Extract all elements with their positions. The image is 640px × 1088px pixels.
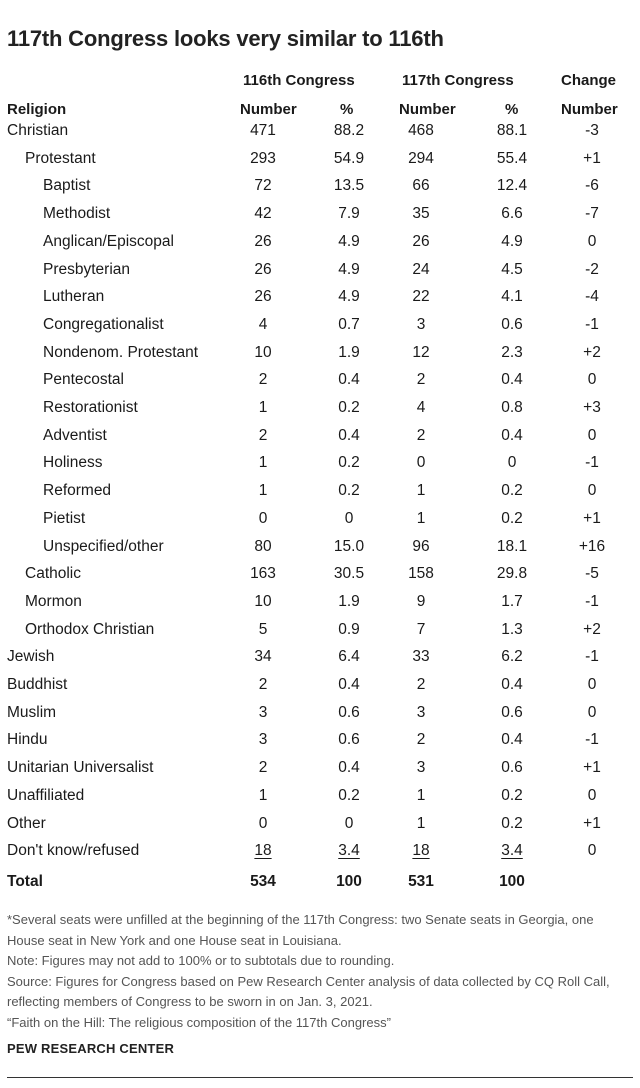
table-row <box>0 815 640 843</box>
row-label: Restorationist <box>43 399 138 416</box>
cell-pct-117: 0.6 <box>501 703 523 721</box>
cell-pct-117: 18.1 <box>496 537 528 555</box>
cell-pct-116: 0 <box>344 509 354 527</box>
cell-pct-116: 0.2 <box>338 399 360 416</box>
cell-pct-116: 100 <box>336 872 362 890</box>
cell-number-117: 35 <box>412 205 430 223</box>
cell-number-116: 26 <box>254 232 272 250</box>
cell-number-117: 22 <box>412 288 430 306</box>
cell-number-117: 2 <box>416 676 426 693</box>
table-row <box>0 510 640 538</box>
cell-pct-116: 7.9 <box>338 205 360 223</box>
cell-pct-116: 0.4 <box>338 371 360 389</box>
row-label: Unspecified/other <box>43 537 164 555</box>
cell-number-117: 3 <box>416 759 426 777</box>
cell-number-117: 1 <box>416 814 426 832</box>
cell-pct-116: 15.0 <box>333 537 365 555</box>
cell-change: -5 <box>585 565 599 583</box>
column-header-number-117: Number <box>399 101 456 118</box>
cell-pct-116: 0.9 <box>338 620 360 638</box>
group-header-116: 116th Congress <box>243 72 355 89</box>
cell-number-116: 2 <box>258 371 268 389</box>
row-label: Lutheran <box>43 288 105 306</box>
source-organization: PEW RESEARCH CENTER <box>7 1041 175 1056</box>
cell-number-117: 9 <box>416 592 426 610</box>
cell-number-117: 468 <box>408 122 434 139</box>
cell-pct-117: 29.8 <box>496 565 528 583</box>
footnotes <box>7 910 632 1034</box>
cell-number-116: 5 <box>258 620 268 638</box>
cell-number-117: 33 <box>412 648 430 666</box>
table-row <box>0 399 640 427</box>
cell-pct-116: 0.2 <box>338 786 360 804</box>
table-row <box>0 787 640 815</box>
cell-change: 0 <box>587 842 597 860</box>
cell-number-117: 1 <box>416 482 426 500</box>
cell-change: +16 <box>578 537 606 555</box>
column-header-number-116: Number <box>240 101 297 118</box>
row-label: Unitarian Universalist <box>7 759 154 777</box>
cell-change: 0 <box>587 371 597 389</box>
cell-number-117: 158 <box>408 565 434 583</box>
row-label: Hindu <box>7 731 48 749</box>
cell-number-116: 80 <box>254 537 272 555</box>
cell-change: +1 <box>583 759 601 777</box>
cell-change: +1 <box>583 509 601 527</box>
cell-number-116: 3 <box>258 731 268 749</box>
cell-pct-117: 1.7 <box>501 592 523 610</box>
group-header-117: 117th Congress <box>402 72 514 89</box>
cell-pct-117: 12.4 <box>496 177 528 195</box>
table-row <box>0 842 640 870</box>
cell-number-116: 72 <box>254 177 272 195</box>
cell-number-116: 534 <box>250 872 276 890</box>
cell-number-117: 1 <box>416 786 426 804</box>
table-row <box>0 759 640 787</box>
cell-change: -1 <box>585 592 599 610</box>
row-label: Holiness <box>43 454 103 472</box>
cell-pct-116: 0.7 <box>338 315 360 333</box>
row-label: Catholic <box>25 565 81 583</box>
cell-number-117: 26 <box>412 232 430 250</box>
table-row <box>0 122 640 150</box>
cell-pct-117: 88.1 <box>496 122 528 139</box>
cell-number-116: 0 <box>258 509 268 527</box>
cell-number-117: 531 <box>408 872 434 890</box>
cell-pct-116: 0.2 <box>338 454 360 472</box>
cell-pct-117: 4.5 <box>501 260 523 278</box>
cell-value: 3.4 <box>338 842 360 860</box>
cell-number-116: 34 <box>254 648 272 666</box>
cell-change: 0 <box>587 426 597 444</box>
row-label: Total <box>7 872 43 890</box>
cell-pct-116: 0.6 <box>338 703 360 721</box>
cell-pct-116: 0.2 <box>338 482 360 500</box>
cell-number-116: 42 <box>254 205 272 223</box>
cell-change: -6 <box>585 177 599 195</box>
table-row <box>0 676 640 704</box>
row-label: Methodist <box>43 205 111 223</box>
cell-number-117: 1 <box>416 509 426 527</box>
cell-change: -3 <box>585 122 599 139</box>
cell-change: +2 <box>583 620 601 638</box>
cell-pct-116: 6.4 <box>338 648 360 666</box>
cell-change: +3 <box>583 399 601 416</box>
cell-pct-116: 0.4 <box>338 426 360 444</box>
cell-pct-117: 6.2 <box>501 648 523 666</box>
cell-number-117: 294 <box>408 149 434 167</box>
cell-pct-116: 4.9 <box>338 288 360 306</box>
cell-pct-117: 0.4 <box>501 731 523 749</box>
cell-pct-116: 0.4 <box>338 759 360 777</box>
cell-change: 0 <box>587 703 597 721</box>
table-row <box>0 261 640 289</box>
row-label: Pentecostal <box>43 371 124 389</box>
row-label: Other <box>7 814 46 832</box>
footnote-report-title: “Faith on the Hill: The religious composition of the 117th Congress” <box>7 1014 391 1030</box>
cell-number-116: 4 <box>258 315 268 333</box>
table-row <box>0 538 640 566</box>
cell-number-116: 26 <box>254 260 272 278</box>
row-label: Nondenom. Protestant <box>43 343 199 361</box>
cell-pct-116 <box>314 842 384 860</box>
table-row <box>0 233 640 261</box>
cell-change: 0 <box>587 482 597 500</box>
cell-pct-116: 88.2 <box>333 122 365 139</box>
cell-number-117: 96 <box>412 537 430 555</box>
row-label: Protestant <box>25 149 96 167</box>
row-label: Anglican/Episcopal <box>43 232 174 250</box>
row-label: Don't know/refused <box>7 842 140 860</box>
table-row <box>0 704 640 732</box>
cell-number-117: 2 <box>416 731 426 749</box>
table-row <box>0 427 640 455</box>
cell-change: -4 <box>585 288 599 306</box>
row-label: Pietist <box>43 509 86 527</box>
column-header-pct-116: % <box>340 101 354 118</box>
cell-number-117 <box>386 842 456 860</box>
cell-pct-116: 54.9 <box>333 149 365 167</box>
total-row <box>0 873 640 901</box>
cell-pct-117: 0.2 <box>501 786 523 804</box>
cell-pct-117: 0.8 <box>501 399 523 416</box>
row-label: Reformed <box>43 482 112 500</box>
row-label: Jewish <box>7 648 55 666</box>
cell-number-117: 2 <box>416 371 426 389</box>
table-row <box>0 731 640 759</box>
cell-number-116: 1 <box>258 482 268 500</box>
group-header-change: Change <box>561 72 617 89</box>
cell-value: 3.4 <box>501 842 523 860</box>
cell-number-117: 3 <box>416 703 426 721</box>
table-row <box>0 288 640 316</box>
cell-pct-117: 0.4 <box>501 371 523 389</box>
cell-pct-117: 4.1 <box>501 288 523 306</box>
cell-value: 18 <box>254 842 272 860</box>
cell-pct-117: 1.3 <box>501 620 523 638</box>
cell-change: -1 <box>585 731 599 749</box>
cell-pct-116: 0 <box>344 814 354 832</box>
column-header-religion: Religion <box>7 101 67 118</box>
cell-number-116: 1 <box>258 454 268 472</box>
cell-pct-116: 4.9 <box>338 232 360 250</box>
row-label: Adventist <box>43 426 107 444</box>
cell-number-116: 2 <box>258 759 268 777</box>
row-label: Presbyterian <box>43 260 131 278</box>
cell-pct-117: 0.6 <box>501 315 523 333</box>
table-row <box>0 150 640 178</box>
cell-pct-116: 4.9 <box>338 260 360 278</box>
cell-number-116: 1 <box>258 399 268 416</box>
cell-change: 0 <box>587 232 597 250</box>
cell-pct-117: 100 <box>499 872 525 890</box>
table-row <box>0 454 640 482</box>
table-row <box>0 344 640 372</box>
cell-pct-117: 0.2 <box>501 509 523 527</box>
cell-number-117: 2 <box>416 426 426 444</box>
table-row <box>0 177 640 205</box>
cell-number-117: 7 <box>416 620 426 638</box>
cell-change: -1 <box>585 315 599 333</box>
cell-number-116: 2 <box>258 426 268 444</box>
cell-change: -1 <box>585 454 599 472</box>
table-row <box>0 316 640 344</box>
cell-number-117: 66 <box>412 177 430 195</box>
chart-title: 117th Congress looks very similar to 116th <box>7 26 444 51</box>
cell-change: -2 <box>585 260 599 278</box>
cell-pct-116: 30.5 <box>333 565 365 583</box>
cell-pct-117: 4.9 <box>501 232 523 250</box>
cell-number-117: 0 <box>416 454 426 472</box>
cell-change: 0 <box>587 676 597 693</box>
cell-change: +1 <box>583 149 601 167</box>
cell-number-116: 2 <box>258 676 268 693</box>
cell-number-117: 3 <box>416 315 426 333</box>
cell-number-116: 471 <box>250 122 276 139</box>
row-label: Buddhist <box>7 676 68 693</box>
footnote-source: Source: Figures for Congress based on Pew Research Center analysis of data collected by CQ Roll Call, reflecting members of Congress to be sworn in on Jan. 3, 2021. <box>7 973 610 1010</box>
cell-pct-117: 2.3 <box>501 343 523 361</box>
row-label: Orthodox Christian <box>25 620 155 638</box>
cell-pct-117: 0.4 <box>501 426 523 444</box>
cell-change: 0 <box>587 786 597 804</box>
cell-number-116: 0 <box>258 814 268 832</box>
table-row <box>0 371 640 399</box>
footnote-rounding: Note: Figures may not add to 100% or to subtotals due to rounding. <box>7 953 395 969</box>
table-row <box>0 565 640 593</box>
cell-number-117: 4 <box>416 399 426 416</box>
cell-pct-117: 55.4 <box>496 149 528 167</box>
cell-number-116: 293 <box>250 149 276 167</box>
table-row <box>0 648 640 676</box>
table-row <box>0 482 640 510</box>
cell-value: 18 <box>412 842 430 860</box>
row-label: Baptist <box>43 177 91 195</box>
cell-change: -7 <box>585 205 599 223</box>
cell-pct-116: 0.6 <box>338 731 360 749</box>
row-label: Unaffiliated <box>7 786 85 804</box>
cell-pct-116: 0.4 <box>338 676 360 693</box>
cell-number-117: 24 <box>412 260 430 278</box>
cell-number-116 <box>228 842 298 860</box>
column-header-change-number: Number <box>561 101 618 118</box>
cell-number-117: 12 <box>412 343 430 361</box>
cell-change: -1 <box>585 648 599 666</box>
cell-number-116: 1 <box>258 786 268 804</box>
table-row <box>0 593 640 621</box>
cell-number-116: 26 <box>254 288 272 306</box>
cell-change: +2 <box>583 343 601 361</box>
row-label: Mormon <box>25 592 82 610</box>
cell-pct-117: 0.6 <box>501 759 523 777</box>
cell-number-116: 163 <box>250 565 276 583</box>
cell-pct-117: 0 <box>507 454 517 472</box>
cell-number-116: 10 <box>254 343 272 361</box>
cell-pct-117: 0.2 <box>501 482 523 500</box>
cell-change: +1 <box>583 814 601 832</box>
row-label: Christian <box>7 122 69 139</box>
cell-pct-117: 6.6 <box>501 205 523 223</box>
cell-pct-117: 0.2 <box>501 814 523 832</box>
row-label: Muslim <box>7 703 57 721</box>
footnote-unfilled-seats: *Several seats were unfilled at the beginning of the 117th Congress: two Senate seats in Georgia, one House seat in New York and one House seat in Louisiana. <box>7 912 594 948</box>
cell-pct-116: 13.5 <box>333 177 365 195</box>
cell-number-116: 3 <box>258 703 268 721</box>
table-row <box>0 205 640 233</box>
column-header-pct-117: % <box>505 101 519 118</box>
cell-pct-116: 1.9 <box>338 343 360 361</box>
row-label: Congregationalist <box>43 315 164 333</box>
bottom-rule <box>7 1077 633 1078</box>
cell-number-116: 10 <box>254 592 272 610</box>
cell-pct-117 <box>477 842 547 860</box>
cell-pct-117: 0.4 <box>501 676 523 693</box>
table-row <box>0 621 640 649</box>
cell-pct-116: 1.9 <box>338 592 360 610</box>
